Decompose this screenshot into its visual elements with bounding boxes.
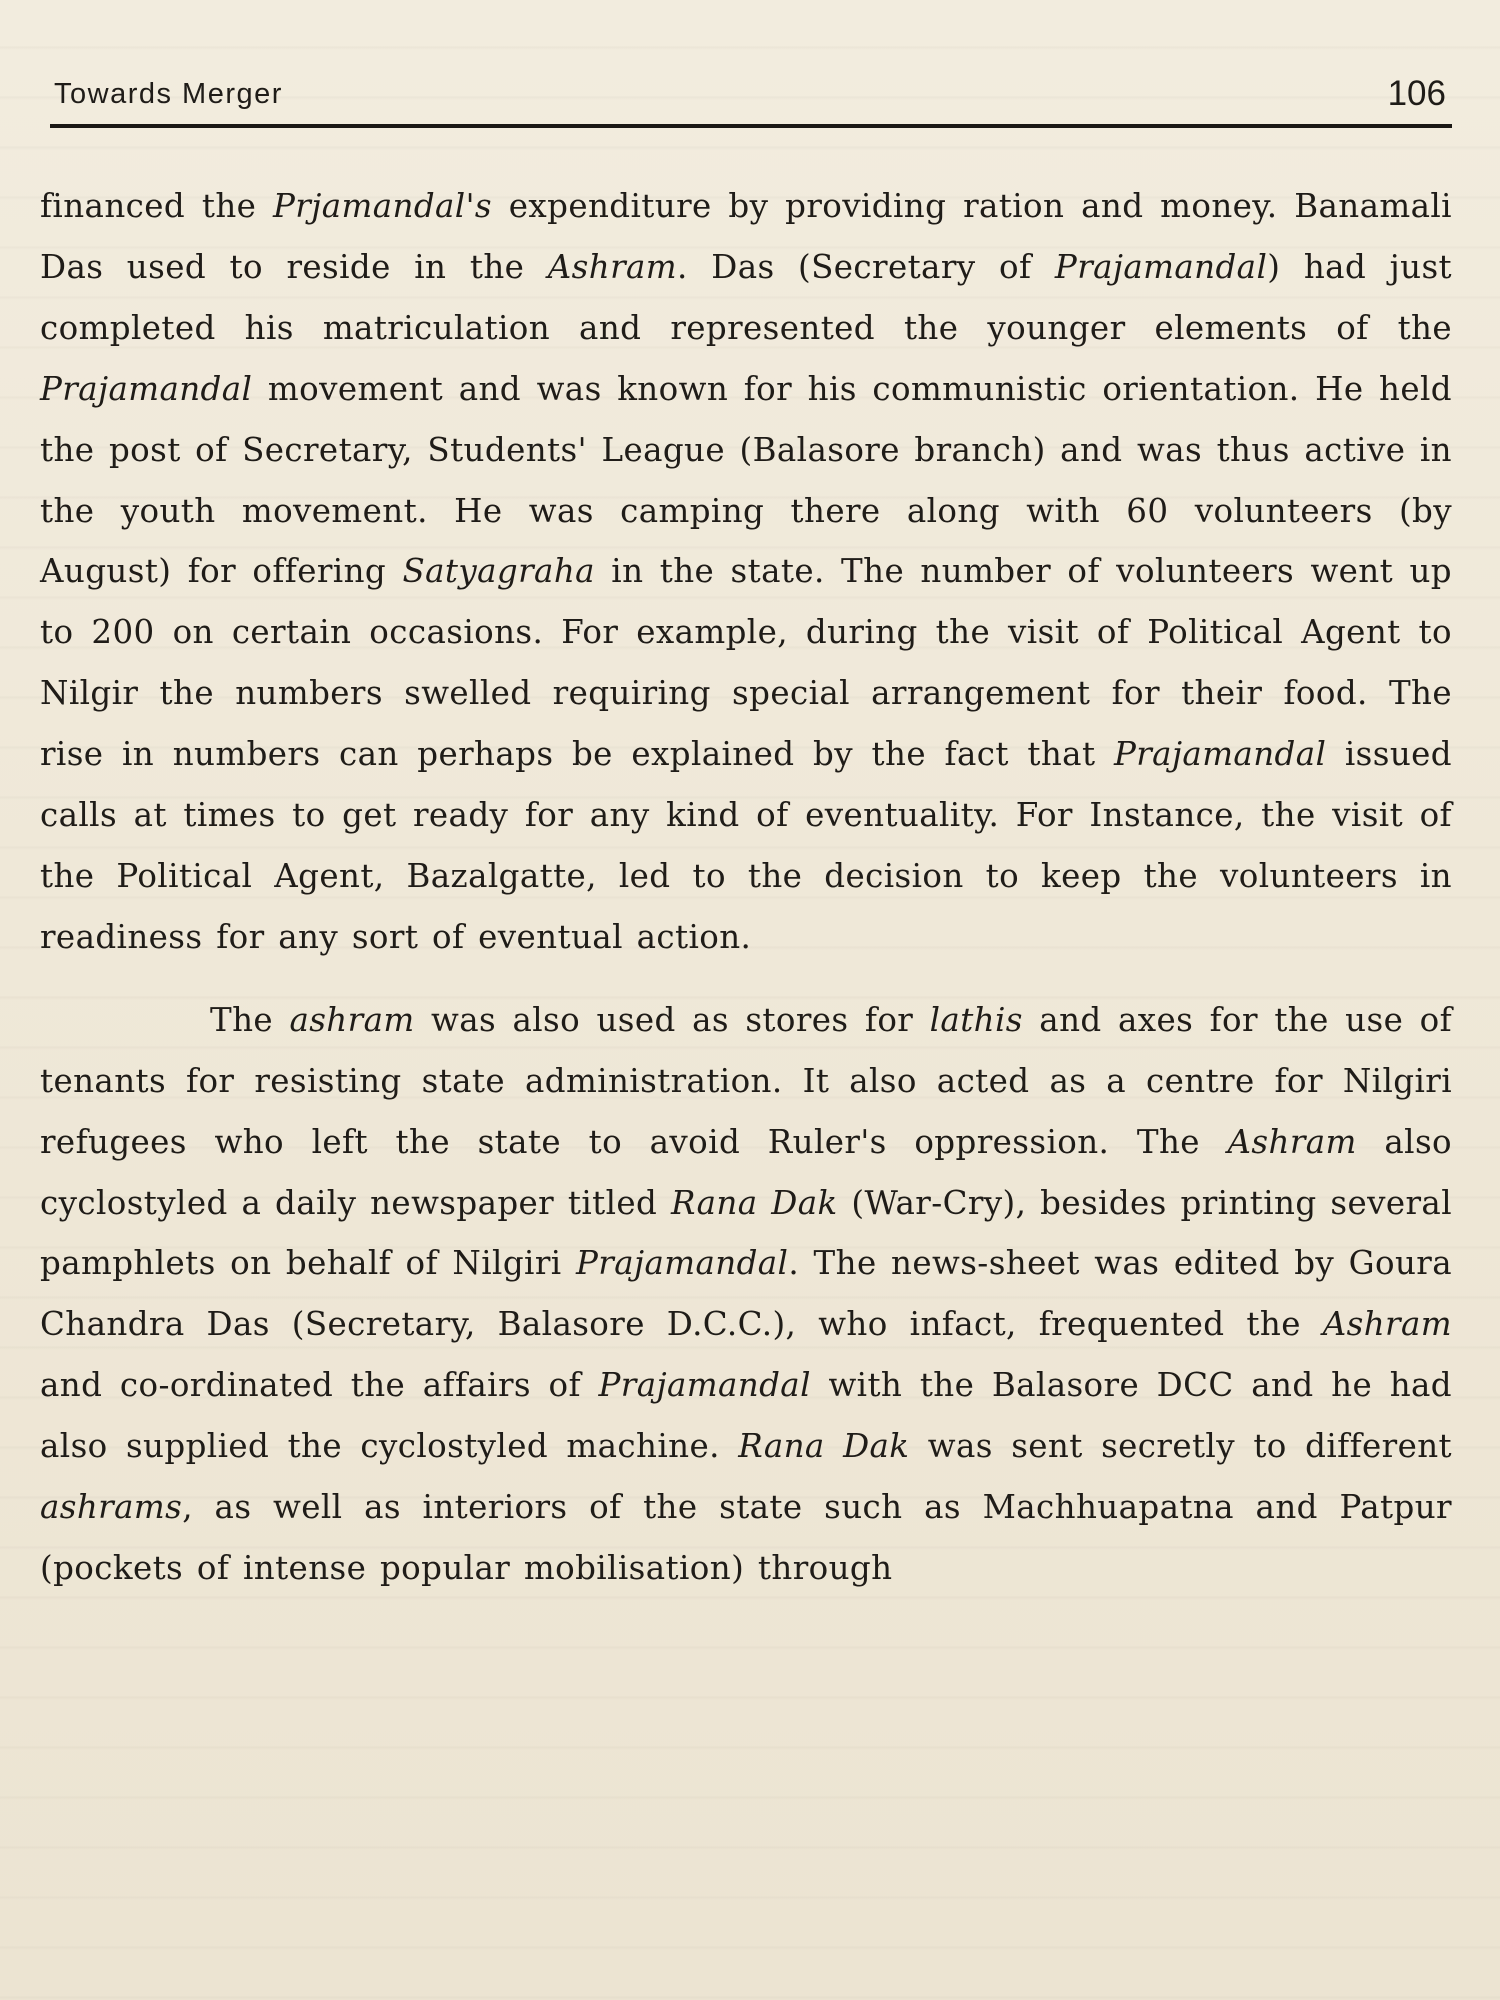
italic-term: Ashram xyxy=(547,247,678,286)
text-run: (War-Cry), besides printing several pamphlets on behalf of Nilgiri xyxy=(40,1183,1452,1283)
italic-term: Prajamandal xyxy=(576,1244,789,1283)
italic-term: Ashram xyxy=(1322,1305,1452,1344)
text-run: in the state. The number of volunteers went up to 200 on certain occasions. For example, during the visit of Political Agent to Nilgir the numbers swelled requiring special arrangement for their food. The rise in numbers can perhaps be explained by the fact that xyxy=(40,552,1452,774)
text-run: The xyxy=(210,1000,290,1039)
italic-term: Prajamandal xyxy=(1113,735,1327,774)
italic-term: Prajamandal xyxy=(1054,247,1268,286)
page-header xyxy=(50,74,1452,128)
text-run: movement and was known for his communistic orientation. He held the post of Secretary, Students' League (Balasore branch) and was thus active in the youth movement. He was camping there along with 60 volunteers (by August) for offering xyxy=(40,369,1452,591)
italic-term: Ashram xyxy=(1227,1122,1357,1161)
page-number: 106 xyxy=(1387,74,1446,113)
body-text xyxy=(40,176,1452,1599)
text-run: expenditure by providing ration and money. Banamali Das used to reside in the xyxy=(40,187,1452,286)
text-run: . The news-sheet was edited by Goura Chandra Das (Secretary, Balasore D.C.C.), who infact, frequented the xyxy=(40,1244,1453,1344)
text-run: with the Balasore DCC and he had also supplied the cyclostyled machine. xyxy=(40,1366,1453,1466)
text-run: ) had just completed his matriculation and represented the younger elements of the xyxy=(40,247,1452,347)
italic-term: Prajamandal xyxy=(598,1366,811,1405)
italic-term: Prajamandal xyxy=(40,369,253,408)
text-run: . Das (Secretary of xyxy=(677,247,1055,286)
italic-term: Satyagraha xyxy=(402,552,595,591)
text-run: issued calls at times to get ready for any kind of eventuality. For Instance, the visit of the Political Agent, Bazalgatte, led to the decision to keep the volunteers in readiness for any sort of eventual action. xyxy=(40,735,1452,956)
text-run: financed the xyxy=(40,187,274,225)
text-run: and axes for the use of tenants for resisting state administration. It also acted as a centre for Nilgiri refugees who left the state to avoid Ruler's oppression. The xyxy=(40,1000,1452,1161)
italic-term: Rana Dak xyxy=(738,1427,910,1466)
italic-term: lathis xyxy=(929,1000,1023,1039)
paragraph-2 xyxy=(40,990,1452,1599)
italic-term: ashram xyxy=(289,1000,415,1039)
text-run: was sent secretly to different xyxy=(909,1427,1452,1466)
text-run: also cyclostyled a daily newspaper titled xyxy=(40,1122,1452,1222)
italic-term: ashrams xyxy=(40,1488,183,1527)
italic-term: Prjamandal's xyxy=(273,187,493,225)
text-run: , as well as interiors of the state such as Machhuapatna and Patpur (pockets of intense popular mobilisation) through xyxy=(40,1488,1452,1587)
paragraph-1 xyxy=(40,176,1452,968)
running-title: Towards Merger xyxy=(54,78,283,110)
text-run: was also used as stores for xyxy=(414,1000,930,1039)
text-run: and co-ordinated the affairs of xyxy=(40,1366,599,1405)
italic-term: Rana Dak xyxy=(671,1183,838,1222)
